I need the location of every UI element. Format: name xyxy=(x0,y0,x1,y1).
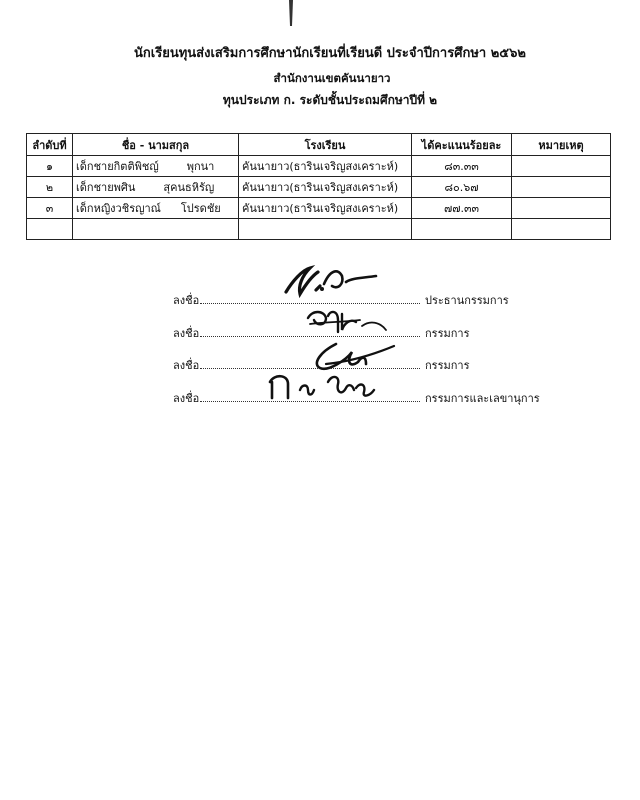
scan-artifact-mark xyxy=(286,0,296,30)
sign-label: ลงชื่อ xyxy=(173,327,200,340)
office-name: สำนักงานเขตคันนายาว xyxy=(273,71,391,85)
last-name: สุคนธหิรัญ xyxy=(163,181,215,194)
table-header-row xyxy=(27,134,611,156)
table-row xyxy=(27,156,611,177)
cell-remark xyxy=(512,177,611,198)
cell-no: ๓ xyxy=(27,198,73,219)
cell-no: ๒ xyxy=(27,177,73,198)
last-name: โปรดชัย xyxy=(180,202,221,215)
first-name: เด็กชายพศิน xyxy=(76,181,136,194)
signer-role: กรรมการและเลขานุการ xyxy=(425,392,540,405)
col-header-remark: หมายเหตุ xyxy=(512,134,611,156)
cell-name xyxy=(73,177,239,198)
cell-no: ๑ xyxy=(27,156,73,177)
document-title: นักเรียนทุนส่งเสริมการศึกษานักเรียนที่เรียนดี ประจำปีการศึกษา ๒๕๖๒ xyxy=(134,46,526,61)
signer-role: ประธานกรรมการ xyxy=(425,294,509,307)
col-header-no: ลำดับที่ xyxy=(27,134,73,156)
handwritten-signature-member-1 xyxy=(304,306,394,340)
table-row xyxy=(27,198,611,219)
scholarship-category: ทุนประเภท ก. ระดับชั้นประถมศึกษาปีที่ ๒ xyxy=(222,93,438,107)
first-name: เด็กหญิงวชิรญาณ์ xyxy=(76,202,161,215)
cell-school: คันนายาว(ธารินเจริญสงเคราะห์) xyxy=(239,198,412,219)
cell-remark xyxy=(512,156,611,177)
sign-label: ลงชื่อ xyxy=(173,392,200,405)
cell-score: ๘๓.๓๓ xyxy=(412,156,512,177)
table-row-empty xyxy=(27,219,611,240)
first-name: เด็กชายกิตติพิชญ์ xyxy=(76,160,159,173)
table-row xyxy=(27,177,611,198)
last-name: พุกนา xyxy=(186,160,215,173)
cell-score: ๘๐.๖๗ xyxy=(412,177,512,198)
cell-score: ๗๗.๓๓ xyxy=(412,198,512,219)
cell-remark xyxy=(512,198,611,219)
cell-name xyxy=(73,156,239,177)
signer-role: กรรมการ xyxy=(425,359,470,372)
signature-line xyxy=(200,303,420,304)
col-header-name: ชื่อ - นามสกุล xyxy=(73,134,239,156)
handwritten-signature-chairman xyxy=(272,262,382,300)
col-header-score: ได้คะแนนร้อยละ xyxy=(412,134,512,156)
sign-label: ลงชื่อ xyxy=(173,359,200,372)
sign-label: ลงชื่อ xyxy=(173,294,200,307)
cell-name xyxy=(73,198,239,219)
signer-role: กรรมการ xyxy=(425,327,470,340)
handwritten-signature-secretary xyxy=(266,368,386,404)
cell-school: คันนายาว(ธารินเจริญสงเคราะห์) xyxy=(239,177,412,198)
col-header-school: โรงเรียน xyxy=(239,134,412,156)
cell-school: คันนายาว(ธารินเจริญสงเคราะห์) xyxy=(239,156,412,177)
student-table xyxy=(26,133,611,240)
